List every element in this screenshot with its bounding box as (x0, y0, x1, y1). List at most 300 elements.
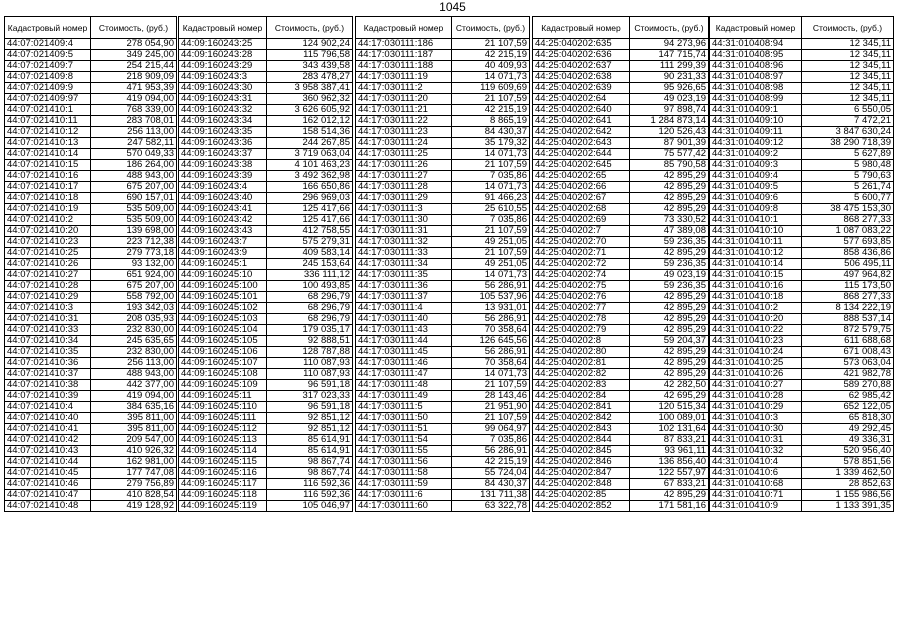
cost-cell: 1 087 083,22 (802, 226, 894, 237)
cadastral-number-cell: 44:31:010410:12 (710, 248, 802, 259)
cost-cell: 38 475 153,30 (802, 204, 894, 215)
cadastral-number-cell: 44:07:021410:16 (5, 171, 91, 182)
table-row (5, 490, 177, 501)
table-row (356, 39, 530, 50)
cost-cell: 92 888,51 (267, 336, 353, 347)
cost-cell: 256 113,00 (91, 127, 177, 138)
table-row (179, 237, 353, 248)
table-row (533, 226, 709, 237)
table-row (356, 226, 530, 237)
cadastral-number-cell: 44:07:021410:40 (5, 413, 91, 424)
cadastral-number-cell: 44:07:021409:7 (5, 61, 91, 72)
cadastral-number-cell: 44:25:040202:84 (533, 391, 630, 402)
table-row (710, 303, 894, 314)
cost-cell: 589 270,88 (802, 380, 894, 391)
table-row (179, 259, 353, 270)
cost-cell: 3 847 630,24 (802, 127, 894, 138)
header-row (710, 17, 894, 39)
cost-cell: 47 389,08 (630, 226, 709, 237)
cadastral-number-cell: 44:07:021410:38 (5, 380, 91, 391)
cost-cell: 471 953,39 (91, 83, 177, 94)
cadastral-number-cell: 44:07:021410:28 (5, 281, 91, 292)
cost-cell: 28 143,46 (452, 391, 530, 402)
cost-cell: 570 049,33 (91, 149, 177, 160)
table-row (179, 325, 353, 336)
cost-cell: 95 926,65 (630, 83, 709, 94)
table-row (710, 446, 894, 457)
table-row (356, 369, 530, 380)
cadastral-number-cell: 44:17:030111:4 (356, 303, 452, 314)
table-row (710, 94, 894, 105)
cost-cell: 42 895,29 (630, 347, 709, 358)
table-row (5, 325, 177, 336)
table-row (533, 105, 709, 116)
cost-cell: 317 023,33 (267, 391, 353, 402)
table-row (5, 468, 177, 479)
cost-cell: 421 982,78 (802, 369, 894, 380)
cost-cell: 12 345,11 (802, 50, 894, 61)
cost-cell: 42 695,29 (630, 391, 709, 402)
cadastral-number-cell: 44:17:030111:2 (356, 83, 452, 94)
table-row (179, 468, 353, 479)
table-row (5, 314, 177, 325)
cadastral-number-cell: 44:09:160243:29 (179, 61, 267, 72)
cost-cell: 96 591,18 (267, 380, 353, 391)
table-row (356, 83, 530, 94)
cadastral-number-cell: 44:07:021410:2 (5, 215, 91, 226)
table-row (356, 314, 530, 325)
table-row (179, 501, 353, 512)
table-row (356, 292, 530, 303)
cost-cell: 98 867,74 (267, 457, 353, 468)
table-row (179, 105, 353, 116)
cost-cell: 671 008,43 (802, 347, 894, 358)
cadastral-number-cell: 44:07:021410:14 (5, 149, 91, 160)
table-row (533, 501, 709, 512)
cadastral-number-cell: 44:31:010410:3 (710, 413, 802, 424)
cadastral-number-cell: 44:25:040202:642 (533, 127, 630, 138)
cadastral-number-cell: 44:31:010409:11 (710, 127, 802, 138)
cost-cell: 97 898,74 (630, 105, 709, 116)
table-row (5, 171, 177, 182)
cost-cell: 278 054,90 (91, 39, 177, 50)
table-row (710, 424, 894, 435)
table (709, 16, 894, 512)
cost-cell: 6 550,05 (802, 105, 894, 116)
table-row (356, 501, 530, 512)
cost-cell: 1 155 986,56 (802, 490, 894, 501)
cost-cell: 575 279,31 (267, 237, 353, 248)
table-row (179, 435, 353, 446)
cost-cell: 42 895,29 (630, 369, 709, 380)
cost-cell: 410 926,32 (91, 446, 177, 457)
cadastral-number-cell: 44:09:160245:117 (179, 479, 267, 490)
table-row (533, 479, 709, 490)
cadastral-number-cell: 44:31:010409:1 (710, 105, 802, 116)
table-row (179, 215, 353, 226)
cost-cell: 7 035,86 (452, 435, 530, 446)
cadastral-number-cell: 44:25:040202:82 (533, 369, 630, 380)
table-row (179, 160, 353, 171)
cadastral-number-cell: 44:25:040202:65 (533, 171, 630, 182)
cadastral-number-cell: 44:25:040202:844 (533, 435, 630, 446)
table-row (533, 237, 709, 248)
cost-cell: 577 693,85 (802, 237, 894, 248)
cost-cell: 131 711,38 (452, 490, 530, 501)
cadastral-number-cell: 44:09:160245:115 (179, 457, 267, 468)
table-row (356, 490, 530, 501)
cost-cell: 1 284 873,14 (630, 116, 709, 127)
cadastral-number-cell: 44:25:040202:77 (533, 303, 630, 314)
cost-cell: 111 299,39 (630, 61, 709, 72)
cost-cell: 419 094,00 (91, 391, 177, 402)
cost-cell: 49 251,05 (452, 259, 530, 270)
cadastral-number-cell: 44:25:040202:68 (533, 204, 630, 215)
cost-cell: 84 430,37 (452, 479, 530, 490)
cost-cell: 55 724,04 (452, 468, 530, 479)
table-row (710, 380, 894, 391)
cadastral-number-cell: 44:31:010410:6 (710, 468, 802, 479)
table-row (179, 182, 353, 193)
cost-cell: 73 330,52 (630, 215, 709, 226)
cadastral-number-cell: 44:31:010410:16 (710, 281, 802, 292)
table-row (179, 50, 353, 61)
cadastral-number-cell: 44:17:030111:50 (356, 413, 452, 424)
column-header-cost: Стоимость, (руб.) (630, 17, 709, 39)
table-row (179, 413, 353, 424)
cost-cell: 75 577,42 (630, 149, 709, 160)
table-row (533, 270, 709, 281)
cadastral-number-cell: 44:25:040202:7 (533, 226, 630, 237)
table-row (179, 61, 353, 72)
cost-cell: 120 515,34 (630, 402, 709, 413)
cost-cell: 110 087,93 (267, 369, 353, 380)
cost-cell: 12 345,11 (802, 94, 894, 105)
table-row (356, 336, 530, 347)
table-row (179, 446, 353, 457)
cost-cell: 177 747,08 (91, 468, 177, 479)
table-row (356, 215, 530, 226)
table-row (710, 61, 894, 72)
cadastral-number-cell: 44:07:021410:12 (5, 127, 91, 138)
table-row (356, 94, 530, 105)
table-row (533, 193, 709, 204)
cadastral-number-cell: 44:25:040202:841 (533, 402, 630, 413)
table-row (710, 149, 894, 160)
cost-cell: 247 582,11 (91, 138, 177, 149)
cadastral-number-cell: 44:17:030111:26 (356, 160, 452, 171)
cadastral-number-cell: 44:25:040202:79 (533, 325, 630, 336)
cost-cell: 96 591,18 (267, 402, 353, 413)
cost-cell: 59 236,35 (630, 259, 709, 270)
cadastral-number-cell: 44:25:040202:71 (533, 248, 630, 259)
cost-cell: 279 773,18 (91, 248, 177, 259)
cost-cell: 12 345,11 (802, 61, 894, 72)
cadastral-number-cell: 44:17:030111:6 (356, 490, 452, 501)
cadastral-table (709, 16, 894, 512)
cost-cell: 42 282,50 (630, 380, 709, 391)
cadastral-number-cell: 44:25:040202:852 (533, 501, 630, 512)
table-row (710, 391, 894, 402)
table-row (5, 380, 177, 391)
cost-cell: 21 107,59 (452, 248, 530, 259)
table-row (533, 50, 709, 61)
cost-cell: 56 286,91 (452, 314, 530, 325)
cost-cell: 179 035,17 (267, 325, 353, 336)
table-row (710, 325, 894, 336)
cadastral-number-cell: 44:09:160243:36 (179, 138, 267, 149)
cost-cell: 126 645,56 (452, 336, 530, 347)
table-row (533, 413, 709, 424)
cadastral-number-cell: 44:25:040202:76 (533, 292, 630, 303)
table-row (356, 72, 530, 83)
cost-cell: 223 712,38 (91, 237, 177, 248)
cost-cell: 488 943,00 (91, 171, 177, 182)
cadastral-number-cell: 44:31:010410:2 (710, 303, 802, 314)
cost-cell: 94 273,96 (630, 39, 709, 50)
cost-cell: 244 267,85 (267, 138, 353, 149)
cadastral-number-cell: 44:25:040202:69 (533, 215, 630, 226)
table-row (710, 259, 894, 270)
cost-cell: 21 107,59 (452, 226, 530, 237)
cadastral-number-cell: 44:31:010410:24 (710, 347, 802, 358)
table-row (5, 457, 177, 468)
cadastral-number-cell: 44:07:021410:33 (5, 325, 91, 336)
cost-cell: 93 132,00 (91, 259, 177, 270)
table-row (533, 248, 709, 259)
table-row (533, 358, 709, 369)
cadastral-number-cell: 44:07:021410:41 (5, 424, 91, 435)
cost-cell: 442 377,00 (91, 380, 177, 391)
table-row (5, 215, 177, 226)
cadastral-number-cell: 44:09:160245:112 (179, 424, 267, 435)
cost-cell: 147 715,74 (630, 50, 709, 61)
cadastral-number-cell: 44:31:010410:31 (710, 435, 802, 446)
cost-cell: 84 430,37 (452, 127, 530, 138)
cost-cell: 3 626 605,92 (267, 105, 353, 116)
table-row (533, 39, 709, 50)
table-row (5, 39, 177, 50)
header-row (179, 17, 353, 39)
table-row (533, 303, 709, 314)
cost-cell: 7 035,86 (452, 215, 530, 226)
table-row (5, 72, 177, 83)
cadastral-number-cell: 44:31:010408:94 (710, 39, 802, 50)
column-header-cadastral-number: Кадастровый номер (356, 17, 452, 39)
cadastral-number-cell: 44:31:010410:1 (710, 215, 802, 226)
table-row (533, 171, 709, 182)
cost-cell: 85 614,91 (267, 446, 353, 457)
table-row (5, 347, 177, 358)
cost-cell: 42 215,19 (452, 50, 530, 61)
table-row (356, 402, 530, 413)
cadastral-number-cell: 44:17:030111:3 (356, 204, 452, 215)
cadastral-number-cell: 44:17:030111:32 (356, 237, 452, 248)
column-header-cost: Стоимость, (руб.) (267, 17, 353, 39)
cadastral-number-cell: 44:09:160245:113 (179, 435, 267, 446)
cost-cell: 42 895,29 (630, 193, 709, 204)
cost-cell: 535 509,00 (91, 204, 177, 215)
cadastral-number-cell: 44:09:160243:28 (179, 50, 267, 61)
cost-cell: 21 951,90 (452, 402, 530, 413)
cadastral-number-cell: 44:17:030111:187 (356, 50, 452, 61)
table-row (710, 501, 894, 512)
cost-cell: 99 064,97 (452, 424, 530, 435)
cadastral-number-cell: 44:17:030111:28 (356, 182, 452, 193)
cadastral-number-cell: 44:09:160245:11 (179, 391, 267, 402)
cost-cell: 38 290 718,39 (802, 138, 894, 149)
table-row (533, 281, 709, 292)
table-row (179, 369, 353, 380)
table-row (179, 116, 353, 127)
cadastral-number-cell: 44:17:030111:19 (356, 72, 452, 83)
table-row (710, 237, 894, 248)
cost-cell: 42 895,29 (630, 490, 709, 501)
cost-cell: 232 830,00 (91, 325, 177, 336)
cadastral-number-cell: 44:07:021409:97 (5, 94, 91, 105)
table-row (710, 182, 894, 193)
cadastral-number-cell: 44:17:030111:37 (356, 292, 452, 303)
cadastral-number-cell: 44:09:160245:105 (179, 336, 267, 347)
cost-cell: 14 071,73 (452, 270, 530, 281)
cost-cell: 336 111,12 (267, 270, 353, 281)
cost-cell: 7 472,21 (802, 116, 894, 127)
table-row (356, 424, 530, 435)
table-row (533, 138, 709, 149)
cadastral-number-cell: 44:07:021410:44 (5, 457, 91, 468)
table-row (179, 270, 353, 281)
cadastral-number-cell: 44:17:030111:36 (356, 281, 452, 292)
column-header-cadastral-number: Кадастровый номер (179, 17, 267, 39)
cadastral-number-cell: 44:25:040202:67 (533, 193, 630, 204)
cost-cell: 63 322,78 (452, 501, 530, 512)
cost-cell: 120 526,43 (630, 127, 709, 138)
cadastral-number-cell: 44:09:160245:108 (179, 369, 267, 380)
cost-cell: 42 895,29 (630, 204, 709, 215)
cost-cell: 42 895,29 (630, 325, 709, 336)
cadastral-number-cell: 44:17:030111:55 (356, 446, 452, 457)
table-row (533, 435, 709, 446)
table-row (5, 116, 177, 127)
cadastral-number-cell: 44:07:021409:9 (5, 83, 91, 94)
cadastral-number-cell: 44:17:030111:59 (356, 479, 452, 490)
cadastral-number-cell: 44:17:030111:34 (356, 259, 452, 270)
cost-cell: 158 514,36 (267, 127, 353, 138)
cadastral-number-cell: 44:09:160243:42 (179, 215, 267, 226)
cadastral-number-cell: 44:07:021410:43 (5, 446, 91, 457)
cadastral-number-cell: 44:17:030111:45 (356, 347, 452, 358)
cost-cell: 395 811,00 (91, 424, 177, 435)
cost-cell: 5 790,63 (802, 171, 894, 182)
table-row (710, 204, 894, 215)
cadastral-number-cell: 44:25:040202:843 (533, 424, 630, 435)
table (178, 16, 353, 512)
cost-cell: 858 436,86 (802, 248, 894, 259)
cadastral-number-cell: 44:31:010410:14 (710, 259, 802, 270)
cost-cell: 42 895,29 (630, 171, 709, 182)
table-row (710, 248, 894, 259)
cost-cell: 124 902,24 (267, 39, 353, 50)
table-row (356, 259, 530, 270)
cost-cell: 92 851,12 (267, 424, 353, 435)
cost-cell: 690 157,01 (91, 193, 177, 204)
table-row (356, 479, 530, 490)
cadastral-number-cell: 44:31:010410:23 (710, 336, 802, 347)
cost-cell: 186 264,00 (91, 160, 177, 171)
table-row (5, 303, 177, 314)
table-row (710, 479, 894, 490)
cadastral-number-cell: 44:17:030111:48 (356, 380, 452, 391)
table-row (710, 402, 894, 413)
table-row (179, 72, 353, 83)
cadastral-number-cell: 44:09:160243:30 (179, 83, 267, 94)
cost-cell: 59 236,35 (630, 237, 709, 248)
cost-cell: 558 792,00 (91, 292, 177, 303)
cadastral-number-cell: 44:31:010408:98 (710, 83, 802, 94)
table-row (179, 204, 353, 215)
cost-cell: 5 627,89 (802, 149, 894, 160)
cadastral-number-cell: 44:07:021410:17 (5, 182, 91, 193)
cadastral-number-cell: 44:17:030111:25 (356, 149, 452, 160)
table-row (5, 182, 177, 193)
header-row (5, 17, 177, 39)
cadastral-number-cell: 44:07:021410:36 (5, 358, 91, 369)
cost-cell: 162 981,00 (91, 457, 177, 468)
table-row (356, 325, 530, 336)
cadastral-table (178, 16, 353, 512)
cadastral-number-cell: 44:17:030111:186 (356, 39, 452, 50)
table-row (533, 468, 709, 479)
cost-cell: 868 277,33 (802, 215, 894, 226)
cadastral-number-cell: 44:17:030111:29 (356, 193, 452, 204)
table-row (179, 424, 353, 435)
table-row (179, 138, 353, 149)
cadastral-number-cell: 44:07:021410:45 (5, 468, 91, 479)
cost-cell: 35 179,32 (452, 138, 530, 149)
cost-cell: 85 790,58 (630, 160, 709, 171)
cost-cell: 42 895,29 (630, 314, 709, 325)
table-row (5, 61, 177, 72)
cadastral-number-cell: 44:09:160243:37 (179, 149, 267, 160)
table-row (356, 270, 530, 281)
cadastral-number-cell: 44:07:021410:29 (5, 292, 91, 303)
table-row (5, 424, 177, 435)
cadastral-number-cell: 44:25:040202:643 (533, 138, 630, 149)
cost-cell: 520 956,40 (802, 446, 894, 457)
cadastral-number-cell: 44:31:010410:4 (710, 457, 802, 468)
table-row (5, 94, 177, 105)
table-row (179, 226, 353, 237)
cost-cell: 535 509,00 (91, 215, 177, 226)
table-row (179, 391, 353, 402)
table-row (356, 182, 530, 193)
table-row (356, 281, 530, 292)
table-row (356, 138, 530, 149)
cost-cell: 21 107,59 (452, 413, 530, 424)
table-row (179, 457, 353, 468)
cost-cell: 62 985,42 (802, 391, 894, 402)
table-row (356, 116, 530, 127)
table-row (179, 248, 353, 259)
cadastral-number-cell: 44:09:160245:119 (179, 501, 267, 512)
table-row (533, 61, 709, 72)
table-row (5, 336, 177, 347)
cadastral-number-cell: 44:07:021409:8 (5, 72, 91, 83)
cost-cell: 25 610,55 (452, 204, 530, 215)
cost-cell: 93 961,11 (630, 446, 709, 457)
cost-cell: 409 583,14 (267, 248, 353, 259)
cost-cell: 21 107,59 (452, 39, 530, 50)
